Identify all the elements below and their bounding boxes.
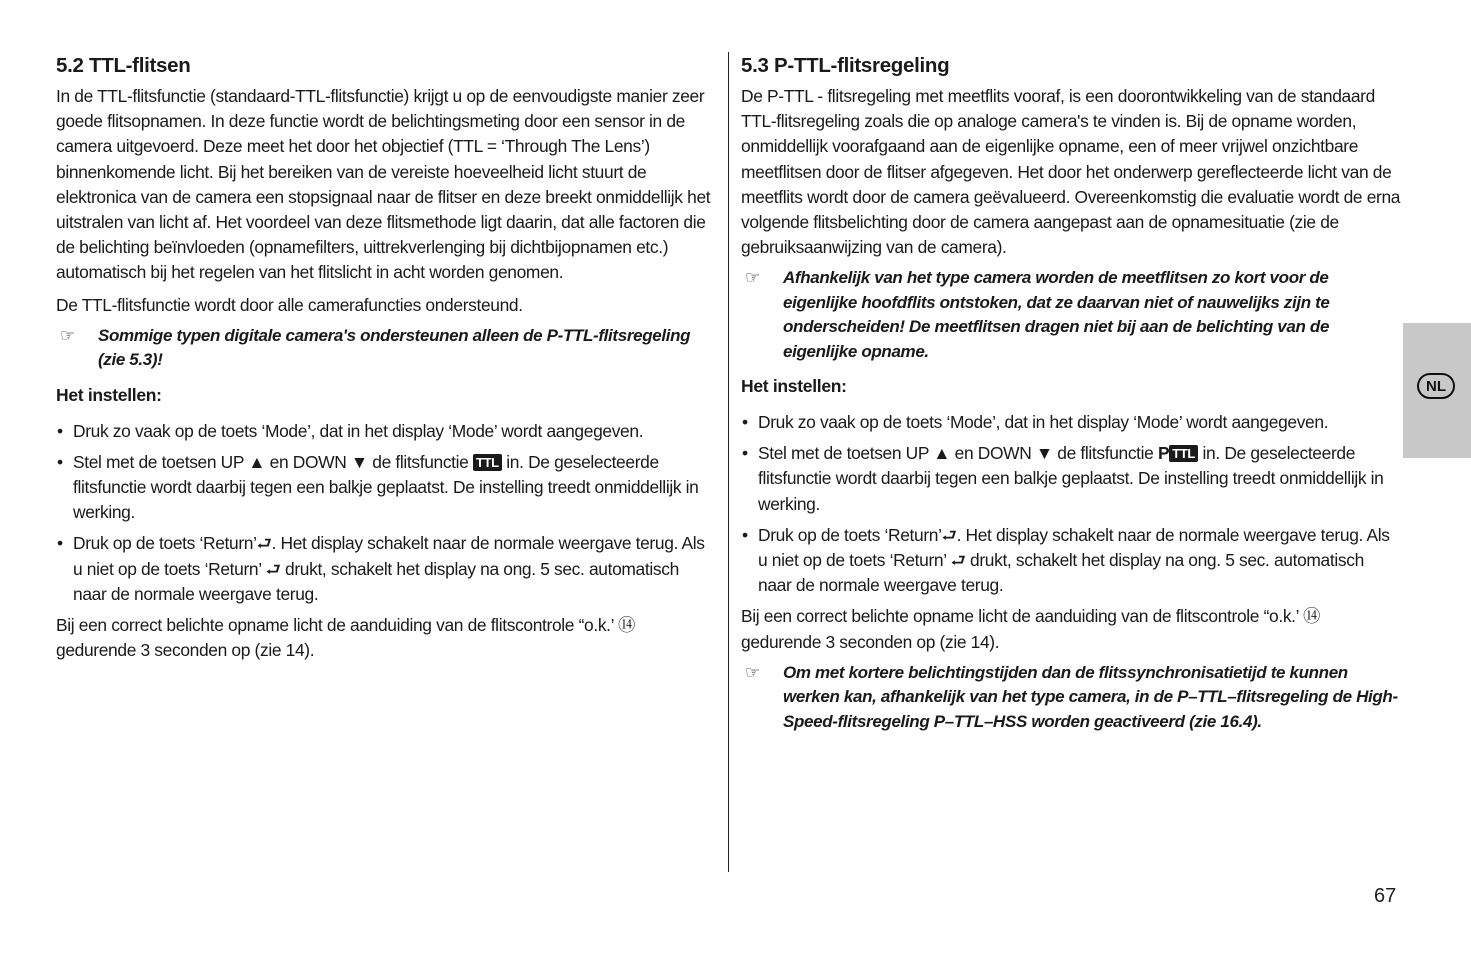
ttl-settings-list xyxy=(56,419,716,607)
return-arrow-icon: ⮐ xyxy=(950,551,966,571)
list-item xyxy=(56,419,716,444)
return-arrow-icon: ⮐ xyxy=(265,559,281,579)
return-arrow-icon: ⮐ xyxy=(256,534,272,554)
pttl-settings-list xyxy=(741,410,1401,598)
bullet-text: Stel met de toetsen UP ▲ en DOWN ▼ de flitsfunctie xyxy=(73,451,469,472)
bullet-text: in. De geselecteerde flitsfunctie wordt daarbij tegen een balkje geplaatst. De instelling treedt onmiddellijk in werking. xyxy=(758,443,1384,514)
pttl-settings-heading: Het instellen: xyxy=(741,376,847,397)
bullet-text: drukt, schakelt het display na ong. 5 sec. automatisch naar de normale weergave terug. xyxy=(73,558,679,604)
pttl-closing-paragraph: Bij een correct belichte opname licht de aanduiding van de flitscontrole “o.k.’ ⑭ gedurende 3 seconden op (zie 14). xyxy=(741,606,1321,652)
bullet-text: drukt, schakelt het display na ong. 5 sec. automatisch naar de normale weergave terug. xyxy=(758,550,1364,596)
pttl-p-letter: P xyxy=(1158,443,1170,464)
bullet-text: Druk op de toets ‘Return’ xyxy=(758,524,942,545)
ttl-note-text: Sommige typen digitale camera's ondersteunen alleen de P-TTL-flitsregeling (zie 5.3)! xyxy=(98,325,691,370)
list-item xyxy=(56,531,716,607)
left-column xyxy=(56,52,716,663)
bullet-text: in. De geselecteerde flitsfunctie wordt daarbij tegen een balkje geplaatst. De instelling treedt onmiddellijk in werking. xyxy=(73,451,699,523)
bullet-text: Druk zo vaak op de toets ‘Mode’, dat in het display ‘Mode’ wordt aangegeven. xyxy=(73,420,644,441)
pointing-hand-icon: ☞ xyxy=(745,662,761,682)
bullet-text: Druk zo vaak op de toets ‘Mode’, dat in het display ‘Mode’ wordt aangegeven. xyxy=(758,412,1329,433)
ttl-support-paragraph: De TTL-flitsfunctie wordt door alle camerafuncties ondersteund. xyxy=(56,294,523,315)
ttl-intro-paragraph: In de TTL-flitsfunctie (standaard-TTL-flitsfunctie) krijgt u op de eenvoudigste manier zeer goede flitsopnamen. In deze functie wordt de belichtingsmeting door een sensor in de camera uitgevoerd. Deze meet het door het objectief (TTL = ‘Through The Lens’) binnenkomende licht. Bij het bereiken van de vereiste hoeveelheid licht stuurt de elektronica van de camera een stopsignaal naar de flitser en deze breekt onmiddellijk het uitstralen van licht af. Het voordeel van deze flitsmethode ligt daarin, dat alle factoren die de belichting beïnvloeden (opnamefilters, uittrekverlenging bij dichtbijopnamen etc.) automatisch bij het regelen van het flitslicht in acht worden genomen. xyxy=(56,86,711,283)
pointing-hand-icon: ☞ xyxy=(60,325,76,345)
bullet-text: . Het display schakelt naar de normale weergave terug. Als u niet op de toets ‘Return’ xyxy=(73,533,705,579)
return-arrow-icon: ⮐ xyxy=(941,525,957,545)
pttl-note-1 xyxy=(741,266,1401,364)
ttl-settings-heading: Het instellen: xyxy=(56,384,162,405)
section-title-ttl: 5.2 TTL-flitsen xyxy=(56,54,191,77)
bullet-text: Stel met de toetsen UP ▲ en DOWN ▼ de flitsfunctie xyxy=(758,443,1154,464)
bullet-text: . Het display schakelt naar de normale weergave terug. Als u niet op de toets ‘Return’ xyxy=(758,524,1390,571)
list-item xyxy=(741,523,1401,599)
pttl-intro-paragraph: De P-TTL - flitsregeling met meetflits vooraf, is een doorontwikkeling van de standaard TTL-flitsregeling zoals die op analoge camera's te vinden is. Bij de opname worden, onmiddellijk voorafgaand aan de eigenlijke opname, een of meer vrijwel onzichtbare meetflitsen door de flitser afgegeven. Het door het onderwerp gereflecteerde licht van de meetflits wordt door de camera geëvalueerd. Overeenkomstig die evaluatie wordt de erna volgende flitsbelichting door de camera aangepast aan de opnamesituatie (zie de gebruiksaanwijzing van de camera). xyxy=(741,86,1401,258)
column-divider xyxy=(728,52,729,872)
ttl-note xyxy=(56,324,716,373)
pttl-note-2-text: Om met kortere belichtingstijden dan de flitssynchronisatietijd te kunnen werken kan, afhankelijk van het type camera, in de P–TTL–flitsregeling de High-Speed-flitsregeling P–TTL–HSS worden geactiveerd (zie 16.4). xyxy=(783,662,1398,731)
pttl-note-2 xyxy=(741,661,1401,734)
right-column xyxy=(741,52,1401,742)
ttl-closing-paragraph: Bij een correct belichte opname licht de aanduiding van de flitscontrole “o.k.’ ⑭ gedurende 3 seconden op (zie 14). xyxy=(56,615,636,661)
list-item xyxy=(741,410,1401,435)
list-item xyxy=(741,441,1401,517)
section-title-pttl: 5.3 P-TTL-flitsregeling xyxy=(741,54,950,77)
pointing-hand-icon: ☞ xyxy=(745,268,761,288)
page-number: 67 xyxy=(1374,885,1397,907)
pttl-note-1-text: Afhankelijk van het type camera worden de meetflitsen zo kort voor de eigenlijke hoofdflits ontstoken, dat ze daarvan niet of nauwelijks zijn te onderscheiden! De meetflitsen dragen niet bij aan de belichting van de eigenlijke opname. xyxy=(783,268,1330,361)
list-item xyxy=(56,450,716,526)
pttl-mode-badge: TTL xyxy=(1169,445,1198,462)
ttl-mode-badge: TTL xyxy=(473,454,502,471)
language-tab xyxy=(1403,323,1471,458)
language-badge: NL xyxy=(1417,373,1455,399)
bullet-text: Druk op de toets ‘Return’ xyxy=(73,533,257,554)
